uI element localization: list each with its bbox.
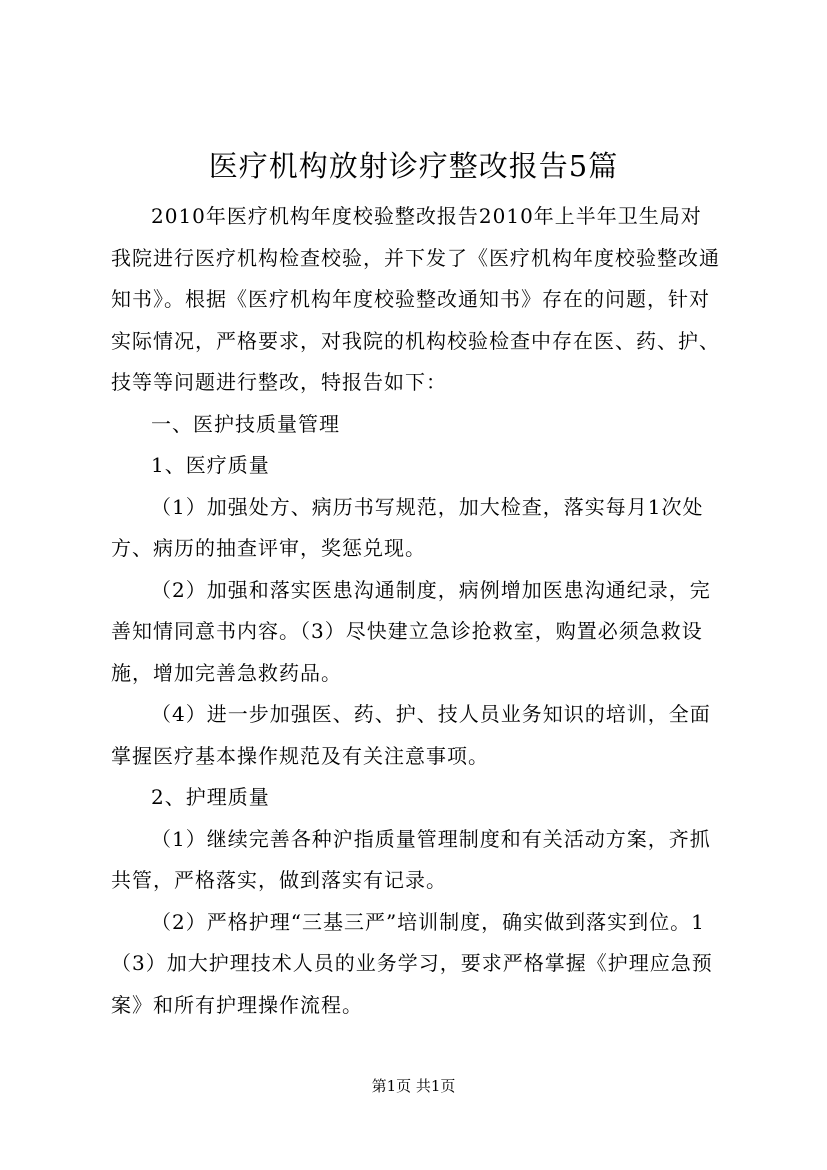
paragraph-doctor-patient-communication: （2）加强和落实医患沟通制度，病例增加医患沟通纪录，完善知情同意书内容。（3）尽快建立急诊抢救室，购置必须急救设施，增加完善急救药品。 xyxy=(111,577,711,685)
paragraph-nursing-management: （1）继续完善各种沪指质量管理制度和有关活动方案，齐抓共管，严格落实，做到落实有记录。 xyxy=(111,826,711,892)
paragraph-prescription-standards: （1）加强处方、病历书写规范，加大检查，落实每月1次处方、病历的抽查评审，奖惩兑现。 xyxy=(111,494,704,560)
page-footer: 第1页 共1页 xyxy=(371,1077,456,1095)
document-body xyxy=(111,196,721,1026)
paragraph-intro: 2010年医疗机构年度校验整改报告2010年上半年卫生局对我院进行医疗机构检查校验，并下发了《医疗机构年度校验整改通知书》。根据《医疗机构年度校验整改通知书》存在的问题，针对实际情况，严格要求，对我院的机构校验检查中存在医、药、护、技等等问题进行整改，特报告如下： xyxy=(111,204,720,394)
paragraph-staff-training: （4）进一步加强医、药、护、技人员业务知识的培训，全面掌握医疗基本操作规范及有关注意事项。 xyxy=(111,702,711,768)
subsection-heading-nursing-quality: 2、护理质量 xyxy=(151,785,270,809)
section-heading-quality-management: 一、医护技质量管理 xyxy=(151,411,340,436)
subsection-heading-medical-quality: 1、医疗质量 xyxy=(151,453,270,477)
document-title: 医疗机构放射诊疗整改报告5篇 xyxy=(208,149,619,183)
paragraph-nursing-training: （2）严格护理“三基三严”培训制度，确实做到落实到位。1（3）加大护理技术人员的业务学习，要求严格掌握《护理应急预案》和所有护理操作流程。 xyxy=(111,909,713,1017)
